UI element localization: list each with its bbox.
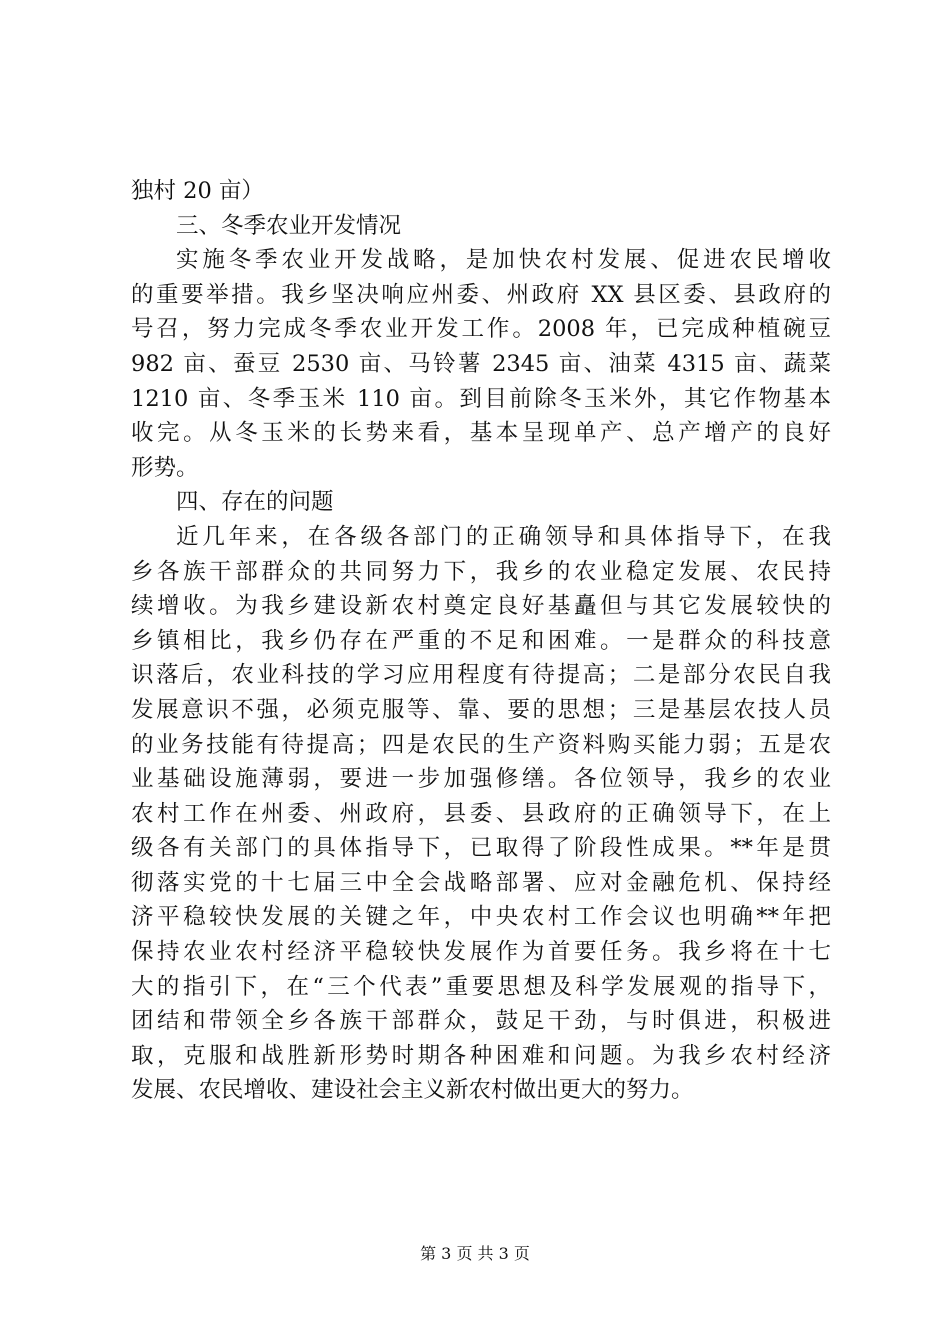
- text-line: 收完。从冬玉米的长势来看，基本呈现单产、总产增产的良好: [131, 420, 831, 447]
- text-line: 业基础设施薄弱，要进一步加强修缮。各位领导，我乡的农业: [131, 766, 831, 793]
- text-line: 续增收。为我乡建设新农村奠定良好基矗但与其它发展较快的: [131, 593, 831, 620]
- text-line: 独村 20 亩）: [131, 178, 264, 204]
- paragraph-first-line: 实施冬季农业开发战略，是加快农村发展、促进农民增收: [176, 247, 831, 274]
- document-body: [131, 174, 831, 1108]
- text-line: 发展、农民增收、建设社会主义新农村做出更大的努力。: [131, 1077, 694, 1104]
- text-line: 的业务技能有待提高；四是农民的生产资料购买能力弱；五是农: [131, 731, 831, 758]
- text-line: 号召，努力完成冬季农业开发工作。2008 年，已完成种植碗豆: [131, 316, 831, 343]
- text-line: 取，克服和战胜新形势时期各种困难和问题。为我乡农村经济: [131, 1042, 831, 1069]
- text-line: 保持农业农村经济平稳较快发展作为首要任务。我乡将在十七: [131, 939, 831, 966]
- text-line: 识落后，农业科技的学习应用程度有待提高；二是部分农民自我: [131, 662, 831, 689]
- text-line: 乡镇相比，我乡仍存在严重的不足和困难。一是群众的科技意: [131, 627, 831, 654]
- page-number-footer: 第 3 页 共 3 页: [420, 1244, 530, 1263]
- text-line: 济平稳较快发展的关键之年，中央农村工作会议也明确**年把: [131, 904, 831, 931]
- text-line: 团结和带领全乡各族干部群众，鼓足干劲，与时俱进，积极进: [131, 1008, 831, 1035]
- text-line: 农村工作在州委、州政府，县委、县政府的正确领导下，在上: [131, 800, 831, 827]
- text-line: 级各有关部门的具体指导下，已取得了阶段性成果。**年是贯: [131, 835, 831, 862]
- text-line: 大的指引下，在“三个代表”重要思想及科学发展观的指导下，: [131, 973, 831, 1000]
- section-heading: 三、冬季农业开发情况: [176, 212, 402, 239]
- section-heading: 四、存在的问题: [176, 489, 334, 516]
- paragraph-first-line: 近几年来，在各级各部门的正确领导和具体指导下，在我: [176, 523, 831, 550]
- text-line: 彻落实党的十七届三中全会战略部署、应对金融危机、保持经: [131, 869, 831, 896]
- text-line: 发展意识不强，必须克服等、靠、要的思想；三是基层农技人员: [131, 696, 831, 723]
- text-line: 1210 亩、冬季玉米 110 亩。到目前除冬玉米外，其它作物基本: [131, 385, 831, 412]
- text-line: 982 亩、蚕豆 2530 亩、马铃薯 2345 亩、油菜 4315 亩、蔬菜: [131, 350, 831, 377]
- text-line: 的重要举措。我乡坚决响应州委、州政府 XX 县区委、县政府的: [131, 281, 831, 308]
- text-line: 乡各族干部群众的共同努力下，我乡的农业稳定发展、农民持: [131, 558, 831, 585]
- text-line: 形势。: [131, 454, 199, 481]
